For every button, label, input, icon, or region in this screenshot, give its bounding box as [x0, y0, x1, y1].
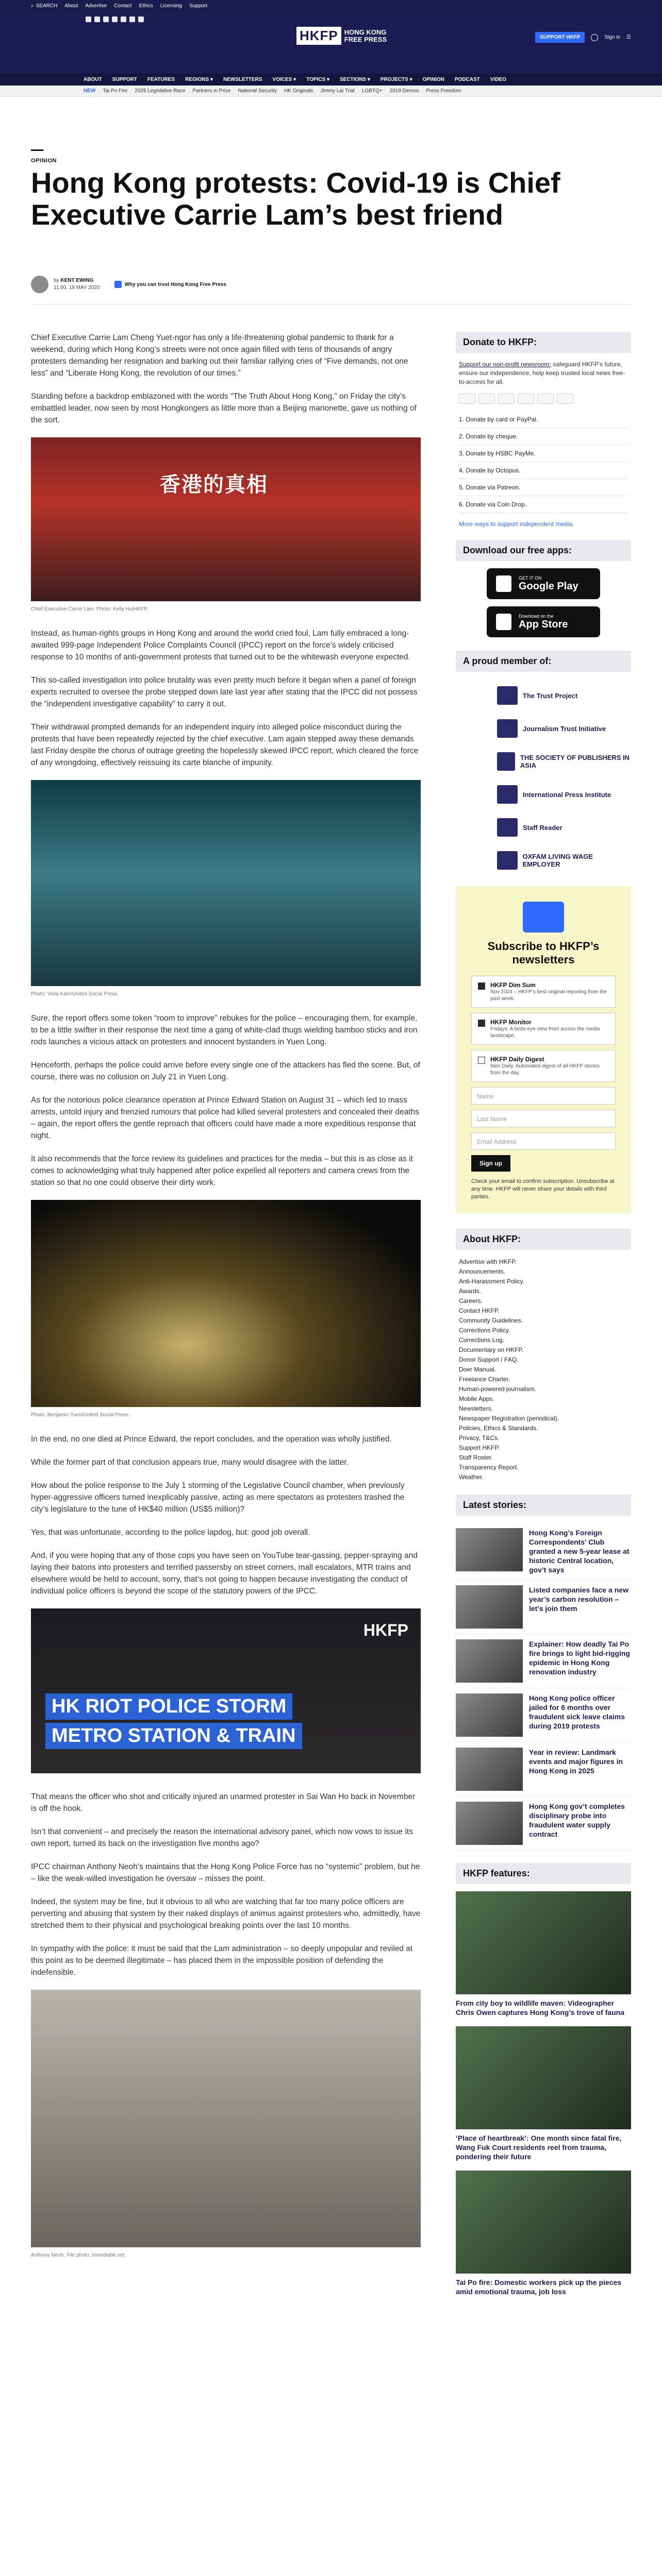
- main-nav-item[interactable]: PROJECTS ▾: [380, 76, 412, 82]
- donate-heading: Donate to HKFP:: [456, 332, 631, 353]
- about-link[interactable]: Newspaper Registration (periodical).: [459, 1415, 559, 1422]
- story-thumbnail[interactable]: [456, 1639, 523, 1683]
- article-paragraph: Isn’t that convenient – and precisely the reason the international advisory panel, which now vows to issue its own report, turned its back on the investigation five months ago?: [31, 1827, 413, 1848]
- rss-icon[interactable]: [138, 16, 144, 22]
- features-heading: HKFP features:: [456, 1863, 631, 1884]
- trending-nav: [0, 86, 662, 97]
- member-logo[interactable]: [456, 811, 631, 844]
- publish-date: 11:00, 19 MAY 2020: [54, 285, 100, 291]
- about-link[interactable]: Human-powered journalism.: [459, 1385, 537, 1393]
- story-thumbnail[interactable]: [456, 1802, 523, 1845]
- main-nav-item[interactable]: REGIONS ▾: [185, 76, 213, 82]
- main-nav-item[interactable]: SECTIONS ▾: [339, 76, 370, 82]
- newsletter-name: HKFP Dim Sum: [490, 981, 536, 989]
- main-nav-item[interactable]: OPINION: [422, 76, 444, 82]
- about-link[interactable]: Awards.: [459, 1287, 482, 1295]
- youtube-icon[interactable]: [112, 16, 118, 22]
- newsletter-checkbox[interactable]: [478, 1057, 485, 1064]
- video-title-line-1: HK RIOT POLICE STORM: [45, 1693, 292, 1720]
- article-headline: Hong Kong protests: Covid-19 is Chief Executive Carrie Lam’s best friend: [31, 166, 560, 231]
- about-link[interactable]: Advertise with HKFP.: [459, 1258, 517, 1265]
- trust-note[interactable]: Why you can trust Hong Kong Free Press: [114, 281, 226, 288]
- member-name: THE SOCIETY OF PUBLISHERS IN ASIA: [520, 754, 630, 769]
- article-paragraph: In sympathy with the police: it must be said that the Lam administration – so deeply unpopular and reviled at this point as to be deemed illegitimate – has placed them in the impossible position of defending the indefensible.: [31, 1944, 413, 1977]
- member-logo[interactable]: [456, 844, 631, 877]
- trending-link[interactable]: Jimmy Lai Trial: [320, 88, 355, 94]
- donate-option[interactable]: 3. Donate by HSBC PayMe.: [459, 445, 628, 462]
- payment-methods: [456, 386, 631, 411]
- account-icon[interactable]: [591, 34, 598, 41]
- main-nav-item[interactable]: VIDEO: [490, 76, 506, 82]
- article-paragraph: As for the notorious police clearance operation at Prince Edward Station on August 31 – which led to mass arrests, untold injury and frenzied rumours that police had killed several protesters and concealed their deaths – again, the report offers the gentle reproach that officers could have made a more expeditious response that night.: [31, 1096, 420, 1140]
- article-paragraph: Sure, the report offers some token “room to improve” rebukes for the police – encouraging them, for example, to be a little swifter in their response the next time a gang of white-clad thugs wielding bamboo sticks and iron rods launches a vicious attack on protesters and innocent bystanders in Yuen Long.: [31, 1014, 418, 1046]
- member-logo-icon: [497, 719, 518, 738]
- story-thumbnail[interactable]: [456, 1528, 523, 1571]
- about-link[interactable]: Support HKFP.: [459, 1444, 500, 1451]
- story-thumbnail[interactable]: [456, 1748, 523, 1791]
- donate-link[interactable]: Support our non-profit newsroom:: [459, 361, 551, 368]
- feature-story[interactable]: [456, 2026, 631, 2161]
- story-title[interactable]: Hong Kong’s Foreign Correspondents’ Club granted a new 5-year lease at historic Central location, gov’t says: [529, 1529, 630, 1574]
- donate-option[interactable]: 5. Donate via Patreon.: [459, 479, 628, 496]
- newsletter-option[interactable]: [471, 1050, 616, 1082]
- section-rule: [31, 149, 43, 151]
- member-logo[interactable]: [456, 679, 631, 712]
- article-paragraph: Indeed, the system may be fine, but it obvious to all who are watching that far too many police officers are perverting and abusing that system by their naked displays of animus against protesters who, admittedly, have stretched them to their physical and psychological breaking points over the last 10 months.: [31, 1897, 421, 1930]
- topbar-about-link[interactable]: About: [64, 3, 78, 9]
- member-name: Staff Reader: [523, 823, 562, 832]
- feature-title[interactable]: Tai Po fire: Domestic workers pick up the pieces amid emotional trauma, job loss: [456, 2278, 622, 2296]
- about-link[interactable]: Announcements.: [459, 1268, 506, 1275]
- member-logo-icon: [497, 785, 518, 804]
- donate-options: [456, 411, 631, 513]
- feature-title[interactable]: ‘Place of heartbreak’: One month since fatal fire, Wang Fuk Court residents reel from trauma, pondering their future: [456, 2134, 622, 2161]
- logo-line-1: HONG KONG: [344, 28, 387, 36]
- donate-option[interactable]: 1. Donate by card or PayPal.: [459, 411, 628, 428]
- main-nav-item[interactable]: NEWSLETTERS: [223, 76, 262, 82]
- article-paragraph: Chief Executive Carrie Lam Cheng Yuet-ngor has only a life-threatening global pandemic to thank for a weekend, during which Hong Kong’s streets were not once again filled with tens of thousands of angry protesters demanding her resignation and barking out their familiar rallying cries of “Five demands, not one less” and “Liberate Hong Kong, the revolution of our times.”: [31, 333, 408, 378]
- support-hkfp-button[interactable]: SUPPORT HKFP: [535, 32, 585, 43]
- latest-story[interactable]: [456, 1523, 631, 1580]
- main-nav-item[interactable]: TOPICS ▾: [306, 76, 329, 82]
- member-logo-icon: [497, 686, 518, 705]
- topbar-ethics-link[interactable]: Ethics: [139, 3, 153, 9]
- article-paragraph: It also recommends that the force review its guidelines and practices for the media – but this is as close as it comes to acknowledging what truly happened after police expelled all reporters and camera crews from the station so that no one could observe their dirty work.: [31, 1155, 413, 1187]
- author-avatar[interactable]: [31, 276, 48, 293]
- latest-story[interactable]: [456, 1688, 631, 1742]
- about-link[interactable]: Freelance Charter.: [459, 1376, 510, 1383]
- article-figure-5: [31, 1990, 421, 2247]
- newsletter-note: Check your email to confirm subscription. Unsubscribe at any time. HKFP will never share your details with third parties.: [471, 1178, 615, 1200]
- newsletter-signup-button[interactable]: Sign up: [471, 1155, 510, 1172]
- about-link[interactable]: Careers.: [459, 1297, 483, 1304]
- trending-link[interactable]: 2025 Legislative Race: [135, 88, 186, 94]
- google-play-button[interactable]: GET IT ON Google Play: [487, 568, 600, 599]
- google-play-icon: [496, 575, 511, 592]
- about-link[interactable]: Corrections Log.: [459, 1336, 505, 1344]
- newsletter-checkbox[interactable]: [478, 1020, 485, 1027]
- member-logo-icon: [497, 851, 518, 870]
- feature-title[interactable]: From city boy to wildlife maven: Videographer Chris Owen captures Hong Kong’s trove of fauna: [456, 1999, 624, 2016]
- about-link[interactable]: Anti-Harassment Policy.: [459, 1278, 525, 1285]
- main-nav-item[interactable]: SUPPORT: [112, 76, 137, 82]
- video-badge: HKFP: [363, 1621, 408, 1639]
- visa-icon: [459, 394, 475, 404]
- newsletter-name: HKFP Daily Digest: [490, 1056, 544, 1063]
- story-thumbnail[interactable]: [456, 1693, 523, 1737]
- apps-heading: Download our free apps:: [456, 540, 631, 561]
- main-nav-item[interactable]: VOICES ▾: [272, 76, 296, 82]
- newsletter-icon: [523, 902, 564, 933]
- trending-link[interactable]: Partners in Prize: [192, 88, 231, 94]
- donate-option[interactable]: 6. Donate via Coin Drop.: [459, 496, 628, 513]
- article-paragraph: IPCC chairman Anthony Neoh’s maintains that the Hong Kong Police Force has no “systemic” problem, but he – like the weak-willed investigation he oversaw – misses the point.: [31, 1862, 420, 1883]
- trending-link[interactable]: National Security: [238, 88, 277, 94]
- about-link[interactable]: Newsletters.: [459, 1405, 493, 1412]
- about-heading: About HKFP:: [456, 1229, 631, 1250]
- new-badge: NEW: [84, 88, 96, 94]
- main-nav-item[interactable]: ABOUT: [84, 76, 102, 82]
- instagram-icon[interactable]: [103, 16, 109, 22]
- sign-in-link[interactable]: Sign in: [604, 35, 621, 40]
- about-link[interactable]: Policies, Ethics & Standards.: [459, 1425, 538, 1432]
- member-heading: A proud member of:: [456, 651, 631, 672]
- night-protest-photo[interactable]: [31, 1200, 421, 1407]
- trending-link[interactable]: LGBTQ+: [361, 88, 383, 94]
- feature-story[interactable]: [456, 2171, 631, 2296]
- newsletter-option[interactable]: [471, 1013, 616, 1045]
- about-link[interactable]: Mobile Apps.: [459, 1395, 494, 1402]
- about-link[interactable]: Doer Manual.: [459, 1366, 496, 1373]
- about-links: [456, 1257, 631, 1495]
- twitter-icon[interactable]: [94, 16, 100, 22]
- about-link[interactable]: Weather.: [459, 1473, 484, 1481]
- search-icon: ⌕: [31, 3, 34, 9]
- article-paragraph: This so-called investigation into police brutality was even pretty much before it began when a panel of foreign experts recruited to oversee the probe stepped down late last year after stating that the IPCC did not possess the “independent investigative capability” to carry it out.: [31, 676, 418, 708]
- author-name[interactable]: KENT EWING: [60, 278, 94, 283]
- google-pay-icon: [557, 394, 573, 404]
- topbar-advertise-link[interactable]: Advertise: [85, 3, 107, 9]
- telegram-icon[interactable]: [121, 16, 126, 22]
- trending-link[interactable]: Press Freedom: [426, 88, 461, 94]
- backdrop-sign-text: 香港的真相: [160, 473, 268, 496]
- logo-mark: HKFP: [296, 27, 341, 45]
- about-link[interactable]: Corrections Policy.: [459, 1327, 510, 1334]
- latest-story[interactable]: [456, 1580, 631, 1634]
- article-paragraph: And, if you were hoping that any of those cops you have seen on YouTube tear-gassing, pepper-spraying and laying their batons into protesters and terrified passersby on street corners, mall escalators, MTR trains and elsewhere would be held to account, sorry, that’s not going to happen because investigating the conduct of individual police officers is beyond the scope of the statutory powers of the IPCC.: [31, 1551, 418, 1596]
- member-logo-icon: [497, 752, 515, 771]
- mastercard-icon: [478, 394, 495, 404]
- member-name: International Press Institute: [523, 790, 611, 799]
- article-paragraph: Their withdrawal prompted demands for an independent inquiry into alleged police misconduct during the protests that have been repeatedly rejected by the chief executive. Lam again stepped away these demands last Friday despite the chorus of outrage greeting the hopelessly skewed IPCC report, which cleared the force of any wrongdoing, effectively reissuing its carte blanche of impunity.: [31, 723, 419, 767]
- top-utility-bar: [0, 0, 662, 11]
- video-thumbnail[interactable]: [31, 1608, 421, 1773]
- newsletter-box: [456, 886, 631, 1213]
- search-link[interactable]: ⌕ SEARCH: [31, 3, 58, 9]
- member-logo[interactable]: [456, 745, 631, 778]
- article-section-label[interactable]: OPINION: [31, 158, 57, 164]
- app-store-button[interactable]: Download on the App Store: [487, 606, 600, 637]
- photo-caption: Anthony Neoh. File photo: Inmediahk.net.: [31, 2252, 126, 2258]
- newsletter-heading: Subscribe to HKFP’s newsletters: [487, 940, 600, 966]
- apple-icon: [496, 614, 511, 630]
- story-thumbnail[interactable]: [456, 1585, 523, 1629]
- donate-option[interactable]: 4. Donate by Octopus.: [459, 462, 628, 479]
- feature-image[interactable]: [456, 2026, 631, 2129]
- byline-prefix: by: [54, 278, 59, 283]
- about-link[interactable]: Donor Support / FAQ.: [459, 1356, 519, 1363]
- article-figure-1: [31, 437, 421, 601]
- facebook-icon[interactable]: [86, 16, 91, 22]
- about-link[interactable]: Documentary on HKFP.: [459, 1346, 524, 1353]
- newsletter-checkbox[interactable]: [478, 982, 485, 990]
- main-nav-item[interactable]: FEATURES: [147, 76, 175, 82]
- byline: [31, 276, 226, 293]
- name-field[interactable]: Name: [471, 1087, 616, 1105]
- trending-link[interactable]: Tai Po Fire: [103, 88, 128, 94]
- social-icons: [86, 16, 144, 22]
- story-title[interactable]: Year in review: Landmark events and major figures in Hong Kong in 2025: [529, 1748, 623, 1775]
- article-paragraph: Standing before a backdrop emblazoned with the words “The Truth About Hong Kong,” on Friday the city’s embattled leader, now seen by most Hongkongers as little more than a Beijing marionette, gave us nothing of the sort.: [31, 392, 417, 425]
- member-logos: [456, 679, 631, 877]
- photo-caption: Photo: Benjamin Yuen/United Social Press.: [31, 1412, 130, 1418]
- newsletter-option[interactable]: [471, 976, 616, 1008]
- article-figure-2: [31, 780, 421, 986]
- latest-heading: Latest stories:: [456, 1495, 631, 1516]
- article-paragraph: In the end, no one died at Prince Edward, the report concludes, and the operation was wholly justified.: [31, 1435, 392, 1444]
- topbar-support-link[interactable]: Support: [189, 3, 208, 9]
- member-logo[interactable]: [456, 778, 631, 811]
- article-paragraph: How about the police response to the July 1 storming of the Legislative Council chamber, when previously hyper-aggressive officers turned inexplicably passive, acting as mere spectators as protesters trashed the city’s legislature to the tune of HK$40 million (US$5 million)?: [31, 1481, 405, 1514]
- about-link[interactable]: Privacy, T&Cs.: [459, 1434, 500, 1442]
- sidebar: [456, 332, 631, 2306]
- story-title[interactable]: Hong Kong police officer jailed for 6 months over fraudulent sick leave claims during 2019 protests: [529, 1694, 625, 1730]
- article-paragraph: Instead, as human-rights groups in Hong Kong and around the world cried foul, Lam fully embraced a long-awaited 999-page Independent Police Complaints Council (IPCC) report on the force’s widely criticised response to 10 months of anti-government protests that turned out to be the whitewash everyone expected.: [31, 629, 410, 662]
- main-nav: [0, 73, 662, 86]
- newsletter-desc: 9am Daily. Automated digest of all HKFP stories from the day.: [490, 1063, 600, 1076]
- about-link[interactable]: Community Guidelines.: [459, 1317, 523, 1324]
- donate-option[interactable]: 2. Donate by cheque.: [459, 428, 628, 445]
- last-name-field[interactable]: Last Name: [471, 1110, 616, 1127]
- masthead: [0, 11, 662, 77]
- latest-story[interactable]: [456, 1634, 631, 1688]
- story-title[interactable]: Hong Kong gov’t completes disciplinary probe into fraudulent water supply contract: [529, 1802, 625, 1838]
- amex-icon: [498, 394, 515, 404]
- article-figure-3: [31, 1200, 421, 1407]
- article-body: [31, 332, 421, 2274]
- carrie-lam-photo[interactable]: [31, 437, 421, 601]
- anthony-neoh-photo[interactable]: [31, 1990, 421, 2247]
- feature-stories: [456, 1891, 631, 2296]
- shield-icon: [114, 281, 122, 288]
- feature-story[interactable]: [456, 1891, 631, 2017]
- linkedin-icon[interactable]: [129, 16, 135, 22]
- newsletter-desc: Nov 2024 – HKFP’s best original reporting from the past week.: [490, 989, 607, 1002]
- donate-blurb: safeguard HKFP’s future, ensure our independence, help keep trusted local news free-to-access for all.: [459, 361, 625, 385]
- member-logo-icon: [497, 818, 518, 837]
- logo-line-2: FREE PRESS: [344, 35, 387, 43]
- article-paragraph: Henceforth, perhaps the police could arrive before every single one of the attackers has fled the scene. But, of course, there was no collusion on July 21 in Yuen Long.: [31, 1061, 420, 1081]
- paypal-icon: [518, 394, 534, 404]
- video-title-line-2: METRO STATION & TRAIN: [45, 1723, 302, 1749]
- article-paragraph: That means the officer who shot and critically injured an unarmed protester in Sai Wan Ho back in November is off the hook.: [31, 1792, 416, 1813]
- about-link[interactable]: Contact HKFP.: [459, 1307, 500, 1314]
- more-ways-link[interactable]: More ways to support independent media.: [459, 520, 574, 528]
- feature-image[interactable]: [456, 2171, 631, 2274]
- article-paragraph: While the former part of that conclusion appears true, many would disagree with the latter.: [31, 1458, 349, 1467]
- email-field[interactable]: Email Address: [471, 1132, 616, 1150]
- topbar-contact-link[interactable]: Contact: [114, 3, 132, 9]
- newsletter-desc: Fridays. A birds-eye view from across the media landscape.: [490, 1026, 600, 1039]
- latest-stories: [456, 1523, 631, 1851]
- trending-link[interactable]: HK Originals: [284, 88, 313, 94]
- about-link[interactable]: Transparency Report.: [459, 1464, 519, 1471]
- apple-pay-icon: [537, 394, 554, 404]
- story-title[interactable]: Listed companies face a new year’s carbon resolution – let’s join them: [529, 1586, 628, 1613]
- riot-police-photo[interactable]: [31, 780, 421, 986]
- member-name: Journalism Trust Initiative: [523, 724, 606, 733]
- main-nav-item[interactable]: PODCAST: [454, 76, 480, 82]
- newsletter-name: HKFP Monitor: [490, 1019, 532, 1026]
- feature-image[interactable]: [456, 1891, 631, 1994]
- latest-story[interactable]: [456, 1742, 631, 1797]
- latest-story[interactable]: [456, 1797, 631, 1851]
- article-paragraph: Yes, that was unfortunate, according to the police lapdog, but: good job overall.: [31, 1528, 310, 1537]
- photo-caption: Photo: Viola Kam/United Social Press.: [31, 991, 119, 997]
- article-video[interactable]: [31, 1608, 421, 1773]
- member-name: The Trust Project: [523, 691, 578, 700]
- story-title[interactable]: Explainer: How deadly Tai Po fire brings to light bid-rigging epidemic in Hong Kong renovation industry: [529, 1640, 630, 1676]
- photo-caption: Chief Executive Carrie Lam. Photo: Kelly Ho/HKFP.: [31, 606, 148, 612]
- topbar-licensing-link[interactable]: Licensing: [160, 3, 183, 9]
- member-logo[interactable]: [456, 712, 631, 745]
- about-link[interactable]: Staff Roster.: [459, 1454, 493, 1461]
- member-name: OXFAM LIVING WAGE EMPLOYER: [522, 853, 593, 868]
- trending-link[interactable]: 2019 Demos: [389, 88, 419, 94]
- site-logo[interactable]: [296, 27, 387, 45]
- menu-icon[interactable]: ☰: [626, 35, 631, 40]
